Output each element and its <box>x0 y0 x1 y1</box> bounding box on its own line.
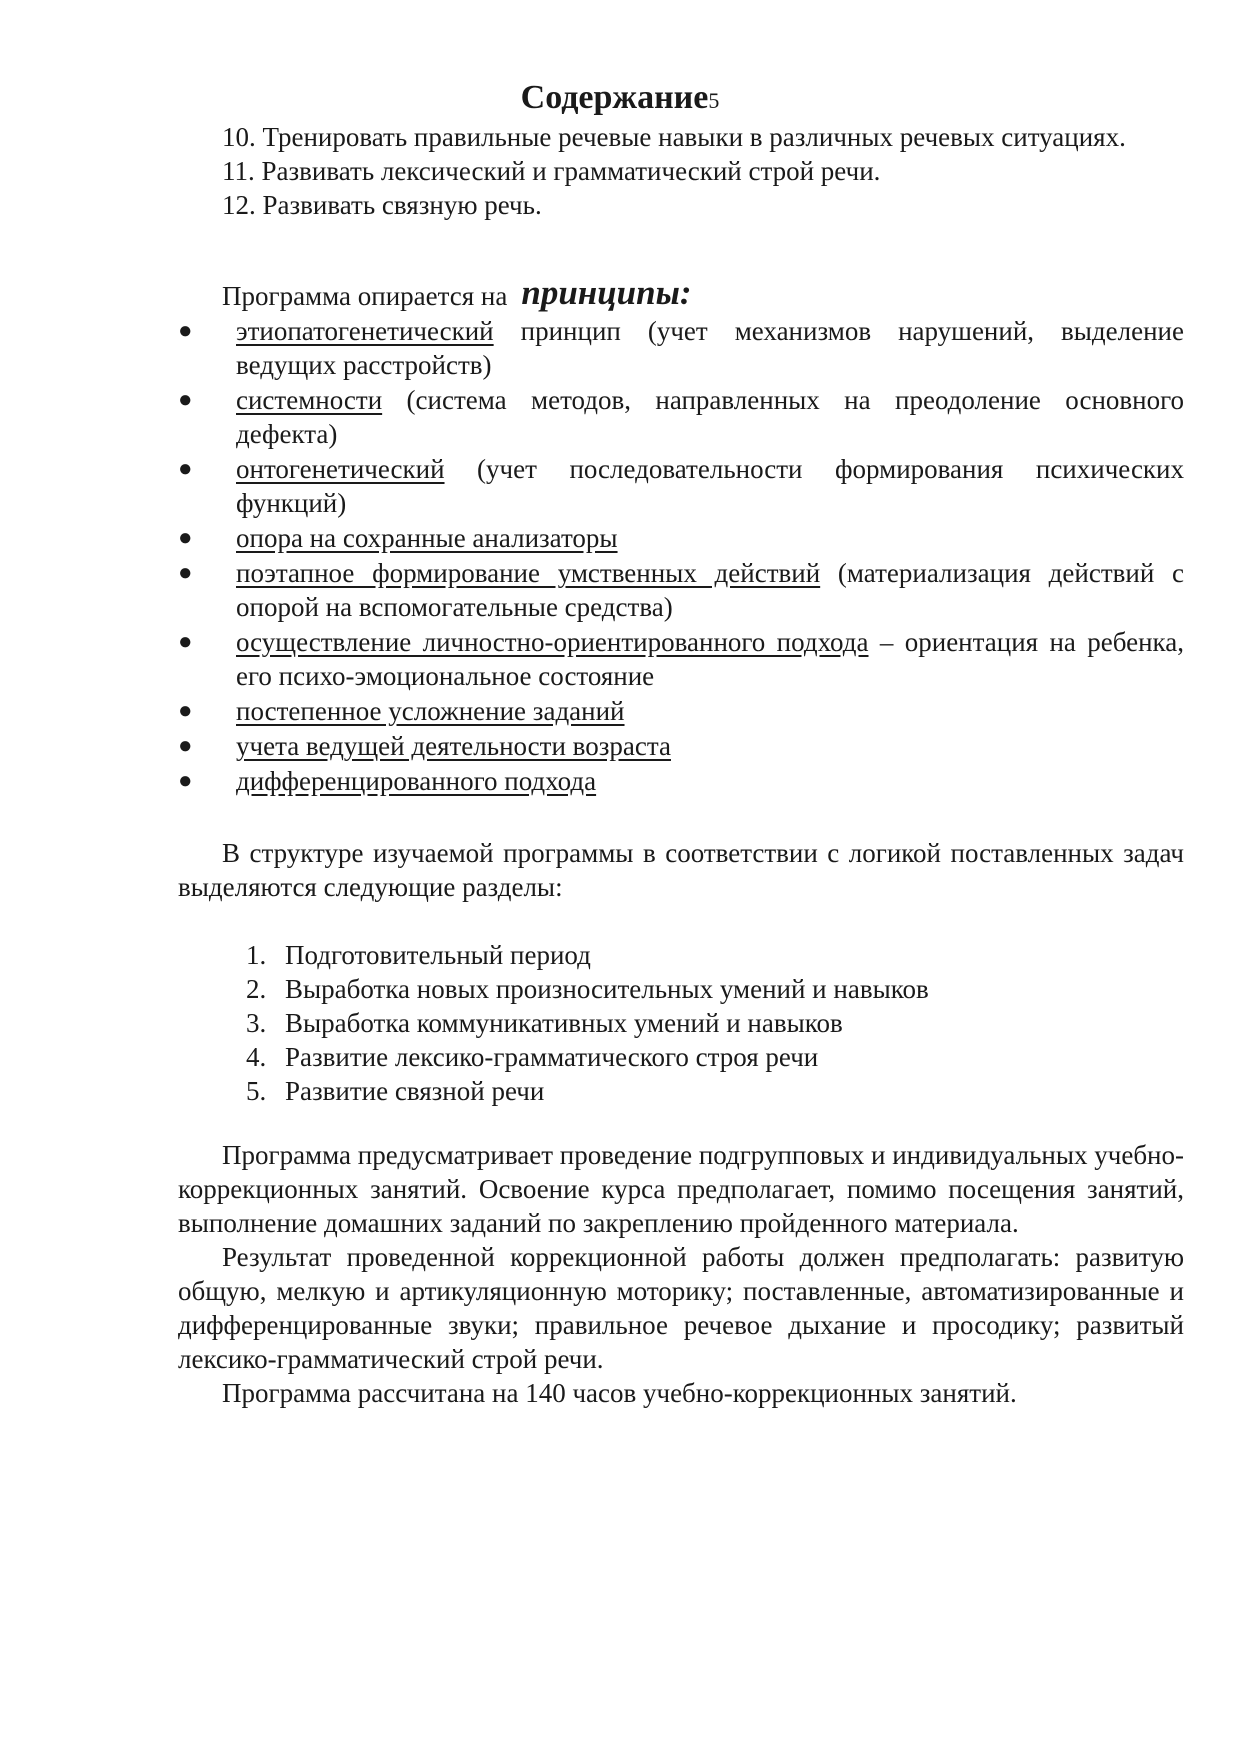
principle-name: учета ведущей деятельности возраста <box>236 731 671 761</box>
list-item <box>246 1074 929 1108</box>
section-number: 5. <box>246 1076 267 1106</box>
principles-emphasis: принципы: <box>521 273 692 312</box>
list-item <box>246 1006 929 1040</box>
bullet-icon: ● <box>178 525 193 551</box>
list-item <box>178 694 1184 728</box>
list-item <box>178 383 1184 451</box>
structure-intro: В структуре изучаемой программы в соответствии с логикой поставленных задач выделяются следующие разделы: <box>178 838 1184 902</box>
list-item <box>178 729 1184 763</box>
list-item <box>246 972 929 1006</box>
page-number: 5 <box>708 88 720 113</box>
section-number: 3. <box>246 1008 267 1038</box>
structure-intro-block <box>178 836 1184 904</box>
bullet-icon: ● <box>178 629 193 655</box>
task-item: 12. Развивать связную речь. <box>222 190 542 220</box>
list-item <box>178 521 1184 555</box>
section-title: Выработка новых произносительных умений и навыков <box>285 974 929 1004</box>
section-title: Развитие лексико-грамматического строя речи <box>285 1042 819 1072</box>
title-text: Содержание <box>520 79 709 116</box>
list-item <box>246 938 929 972</box>
closing-block <box>178 1138 1184 1410</box>
principle-name: системности <box>236 385 383 415</box>
principles-lead: Программа опирается на <box>222 281 508 311</box>
principle-desc: (система методов, направленных на преодоление основного дефекта) <box>236 385 1184 449</box>
list-item <box>178 556 1184 624</box>
principle-name: постепенное усложнение заданий <box>236 696 625 726</box>
bullet-icon: ● <box>178 698 193 724</box>
bullet-icon: ● <box>178 560 193 586</box>
list-item <box>178 764 1184 798</box>
sections-list <box>246 938 929 1108</box>
principle-name: осуществление личностно-ориентированного подхода <box>236 627 869 657</box>
bullet-icon: ● <box>178 387 193 413</box>
bullet-icon: ● <box>178 733 193 759</box>
principles-list <box>178 314 1184 799</box>
principle-name: дифференцированного подхода <box>236 766 597 796</box>
principles-intro <box>222 273 692 313</box>
section-title: Выработка коммуникативных умений и навыков <box>285 1008 843 1038</box>
task-item: 11. Развивать лексический и грамматический строй речи. <box>222 156 881 186</box>
closing-paragraph: Программа рассчитана на 140 часов учебно-коррекционных занятий. <box>222 1378 1017 1408</box>
list-item <box>178 452 1184 520</box>
task-item: 10. Тренировать правильные речевые навыки в различных речевых ситуациях. <box>222 122 1126 152</box>
bullet-icon: ● <box>178 768 193 794</box>
page-title <box>0 78 1240 121</box>
section-title: Подготовительный период <box>285 940 591 970</box>
principle-name: поэтапное формирование умственных действий <box>236 558 821 588</box>
list-item <box>246 1040 929 1074</box>
closing-paragraph: Результат проведенной коррекционной работы должен предполагать: развитую общую, мелкую и артикуляционную моторику; поставленные, автоматизированные и дифференцированные звуки; правильное речевое дыхание и просодику; развитый лексико-грамматический строй речи. <box>178 1242 1184 1374</box>
section-number: 1. <box>246 940 267 970</box>
principle-desc: (материализация действий с опорой на вспомогательные средства) <box>236 558 1184 622</box>
principle-name: этиопатогенетический <box>236 316 494 346</box>
section-title: Развитие связной речи <box>285 1076 545 1106</box>
section-number: 2. <box>246 974 267 1004</box>
section-number: 4. <box>246 1042 267 1072</box>
principle-desc: принцип (учет механизмов нарушений, выделение ведущих расстройств) <box>236 316 1184 380</box>
bullet-icon: ● <box>178 318 193 344</box>
principle-name: онтогенетический <box>236 454 445 484</box>
tasks-block <box>178 120 1184 222</box>
bullet-icon: ● <box>178 456 193 482</box>
list-item <box>178 314 1184 382</box>
principle-name: опора на сохранные анализаторы <box>236 523 618 553</box>
list-item <box>178 625 1184 693</box>
principle-desc: – ориентация на ребенка, его психо-эмоциональное состояние <box>236 627 1184 691</box>
closing-paragraph: Программа предусматривает проведение подгрупповых и индивидуальных учебно-коррекционных занятий. Освоение курса предполагает, помимо посещения занятий, выполнение домашних заданий по закреплению пройденного материала. <box>178 1140 1184 1238</box>
principle-desc: (учет последовательности формирования психических функций) <box>236 454 1184 518</box>
